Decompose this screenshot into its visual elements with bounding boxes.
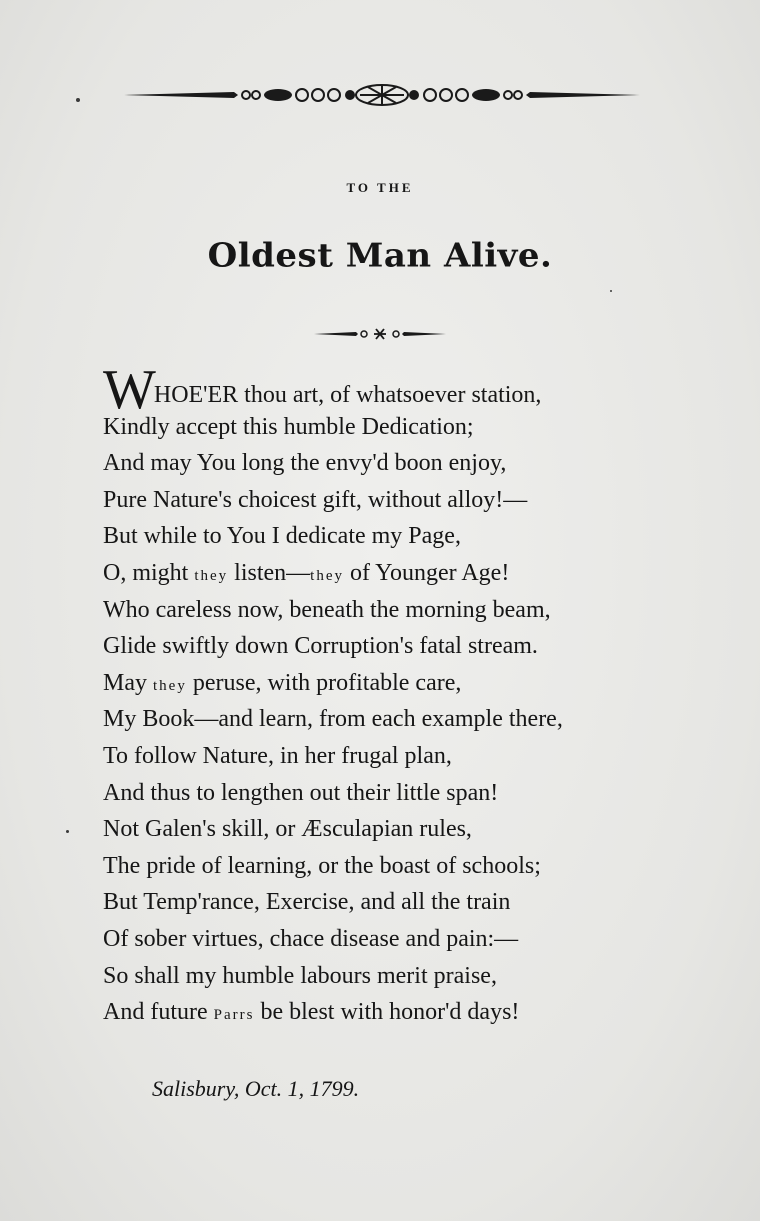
line-text: HOE'ER thou art, of whatsoever station, [153, 382, 542, 408]
line-text: May [103, 669, 153, 696]
small-caps-word: they [153, 677, 187, 694]
small-caps-word: they [194, 567, 229, 584]
poem-line-5: But while to You I dedicate my Page, [103, 523, 461, 550]
small-caps-word: Parrs [213, 1007, 255, 1024]
signoff-place-date: Salisbury, Oct. 1, 1799. [152, 1076, 360, 1101]
poem-line-8: Glide swiftly down Corruption's fatal stream. [103, 633, 538, 660]
poem-line-1 [103, 359, 673, 421]
line-text: O, might [103, 559, 195, 586]
dedication-poem [103, 359, 673, 1031]
poem-line-2: Kindly accept this humble Dedication; [103, 413, 474, 440]
poem-line-6 [103, 555, 673, 592]
poem-line-9 [103, 665, 673, 702]
page-title: Oldest Man Alive. [207, 237, 553, 275]
drop-cap: W [103, 359, 154, 421]
ink-speck [66, 830, 69, 833]
poem-line-10: My Book—and learn, from each example there, [103, 706, 563, 733]
poem-line-18 [103, 994, 673, 1031]
ink-speck [76, 98, 80, 102]
line-text: of Younger Age! [344, 559, 510, 586]
poem-line-16: Of sober virtues, chace disease and pain:— [103, 925, 519, 952]
poem-line-7: Who careless now, beneath the morning beam, [103, 596, 551, 623]
top-ornament [122, 80, 642, 110]
small-caps-word: they [310, 567, 344, 584]
poem-line-4: Pure Nature's choicest gift, without alloy!— [103, 486, 528, 513]
poem-line-14: The pride of learning, or the boast of schools; [103, 852, 541, 879]
divider-ornament [312, 325, 448, 343]
poem-line-17: So shall my humble labours merit praise, [103, 962, 497, 989]
poem-line-12: And thus to lengthen out their little span! [103, 779, 499, 806]
poem-line-13: Not Galen's skill, or Æsculapian rules, [103, 816, 472, 843]
line-text: And future [103, 999, 214, 1026]
ink-speck [610, 290, 612, 292]
poem-line-11: To follow Nature, in her frugal plan, [103, 742, 452, 769]
heading-to-the: TO THE [346, 180, 414, 195]
poem-line-3: And may You long the envy'd boon enjoy, [103, 450, 507, 477]
line-text: be blest with honor'd days! [254, 999, 520, 1026]
line-text: listen— [228, 559, 311, 586]
poem-line-15: But Temp'rance, Exercise, and all the train [103, 889, 511, 916]
line-text: peruse, with profitable care, [186, 669, 462, 696]
